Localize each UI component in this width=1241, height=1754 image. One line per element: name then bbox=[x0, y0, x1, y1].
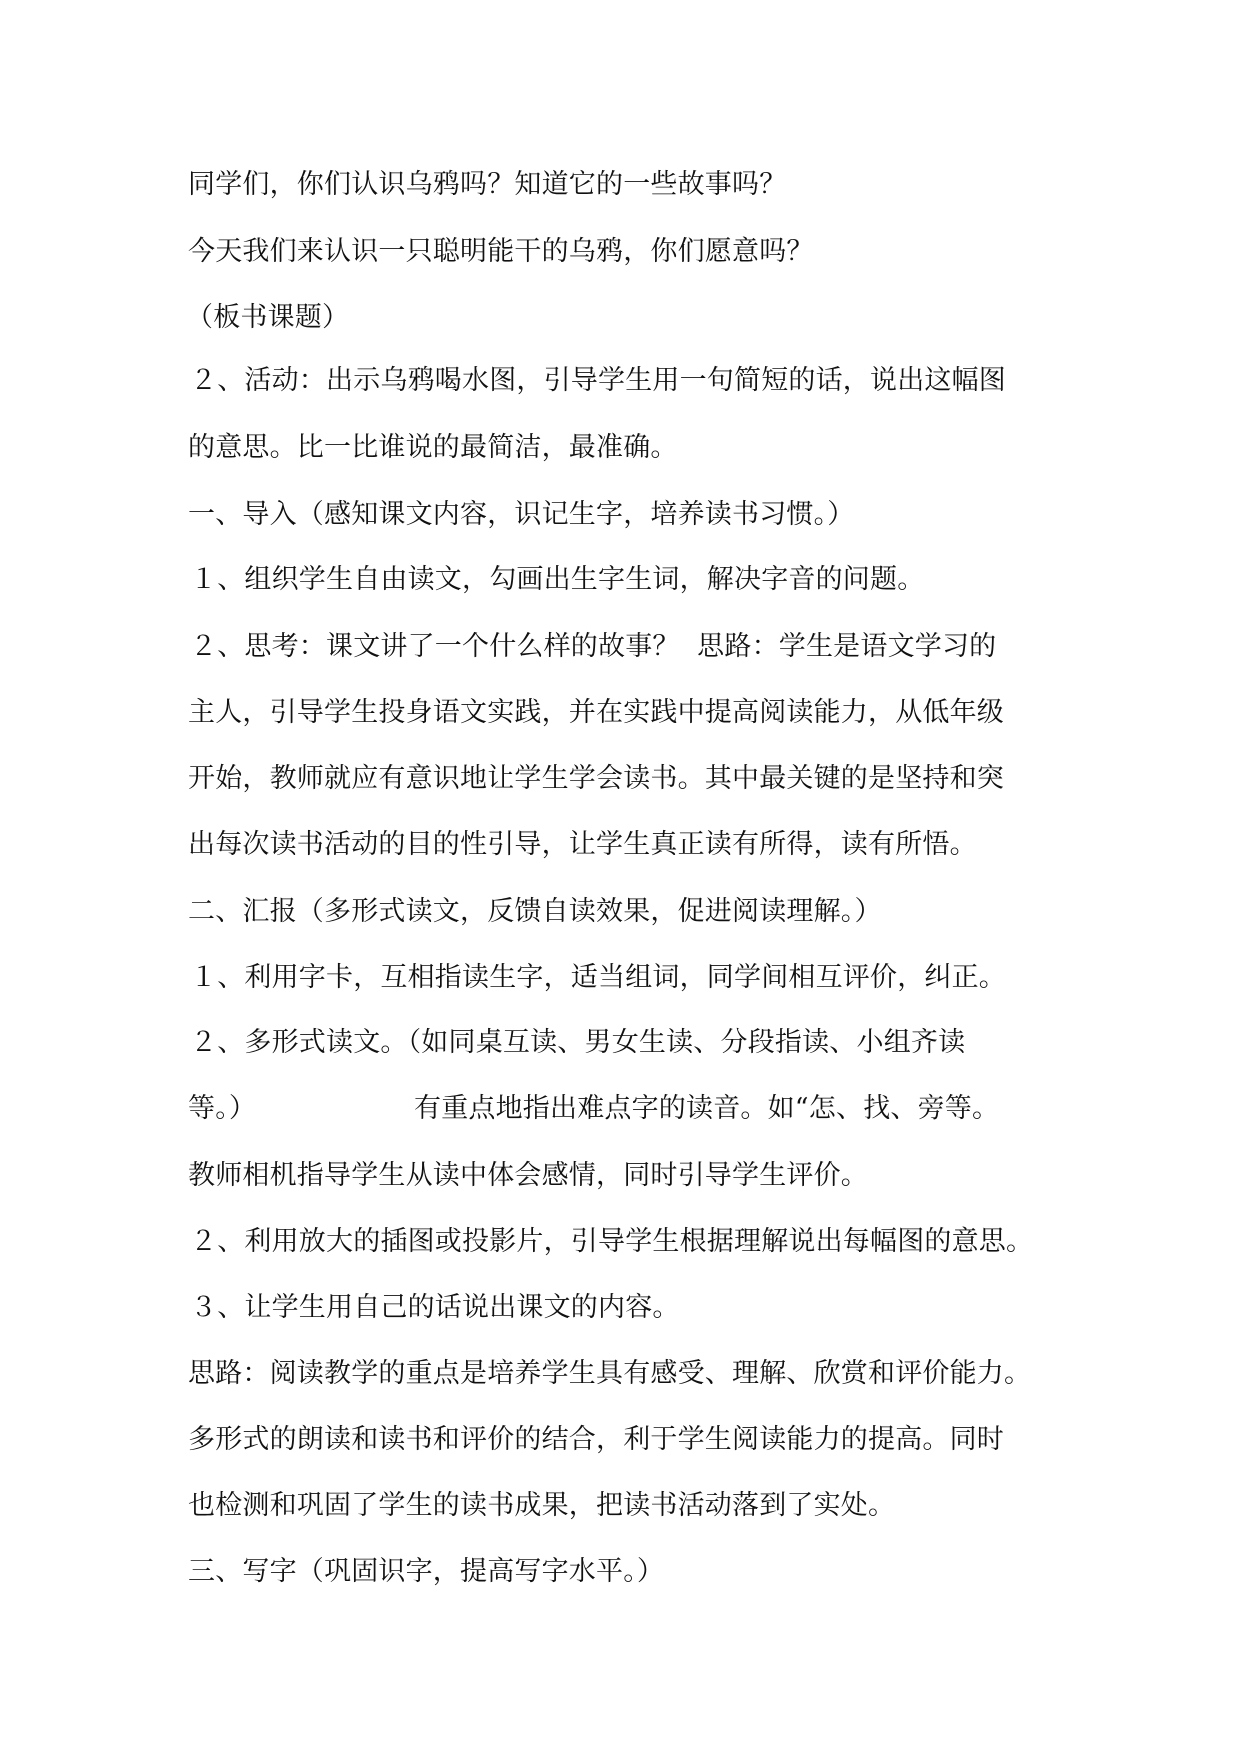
text-line: 的意思。比一比谁说的最简洁，最准确。 bbox=[188, 432, 678, 463]
text-line: 思路：阅读教学的重点是培养学生具有感受、理解、欣赏和评价能力。 bbox=[188, 1358, 1032, 1389]
text-line: ３、让学生用自己的话说出课文的内容。 bbox=[190, 1292, 680, 1323]
text-line: １、利用字卡，互相指读生字，适当组词，同学间相互评价，纠正。 bbox=[190, 962, 1006, 993]
text-line: 同学们，你们认识乌鸦吗？知道它的一些故事吗？ bbox=[188, 169, 787, 200]
text-line: 等。） bbox=[188, 1093, 257, 1124]
text-line: 开始，教师就应有意识地让学生学会读书。其中最关键的是坚持和突 bbox=[188, 763, 1004, 794]
text-line: 主人，引导学生投身语文实践，并在实践中提高阅读能力，从低年级 bbox=[188, 697, 1004, 728]
section-heading: 二、汇报（多形式读文，反馈自读效果，促进阅读理解。） bbox=[188, 896, 882, 927]
text-line: ２、利用放大的插图或投影片，引导学生根据理解说出每幅图的意思。 bbox=[190, 1226, 1034, 1257]
text-line: ２、思考：课文讲了一个什么样的故事？ 思路：学生是语文学习的 bbox=[190, 631, 997, 662]
section-heading: 三、写字（巩固识字，提高写字水平。） bbox=[188, 1556, 665, 1587]
text-line: 今天我们来认识一只聪明能干的乌鸦，你们愿意吗？ bbox=[188, 236, 814, 267]
text-line: ２、多形式读文。（如同桌互读、男女生读、分段指读、小组齐读 bbox=[190, 1027, 966, 1058]
section-heading: 一、导入（感知课文内容，识记生字，培养读书习惯。） bbox=[188, 499, 855, 530]
text-line: ２、活动：出示乌鸦喝水图，引导学生用一句简短的话，说出这幅图 bbox=[190, 365, 1006, 396]
text-line: 教师相机指导学生从读中体会感情，同时引导学生评价。 bbox=[188, 1160, 868, 1191]
text-line: 也检测和巩固了学生的读书成果，把读书活动落到了实处。 bbox=[188, 1490, 896, 1521]
text-line: １、组织学生自由读文，勾画出生字生词，解决字音的问题。 bbox=[190, 564, 925, 595]
text-line: 有重点地指出难点字的读音。如“怎、找、旁等。 bbox=[414, 1093, 1000, 1124]
text-line: （板书课题） bbox=[186, 302, 350, 333]
text-line: 多形式的朗读和读书和评价的结合，利于学生阅读能力的提高。同时 bbox=[188, 1424, 1004, 1455]
text-line: 出每次读书活动的目的性引导，让学生真正读有所得，读有所悟。 bbox=[188, 829, 977, 860]
